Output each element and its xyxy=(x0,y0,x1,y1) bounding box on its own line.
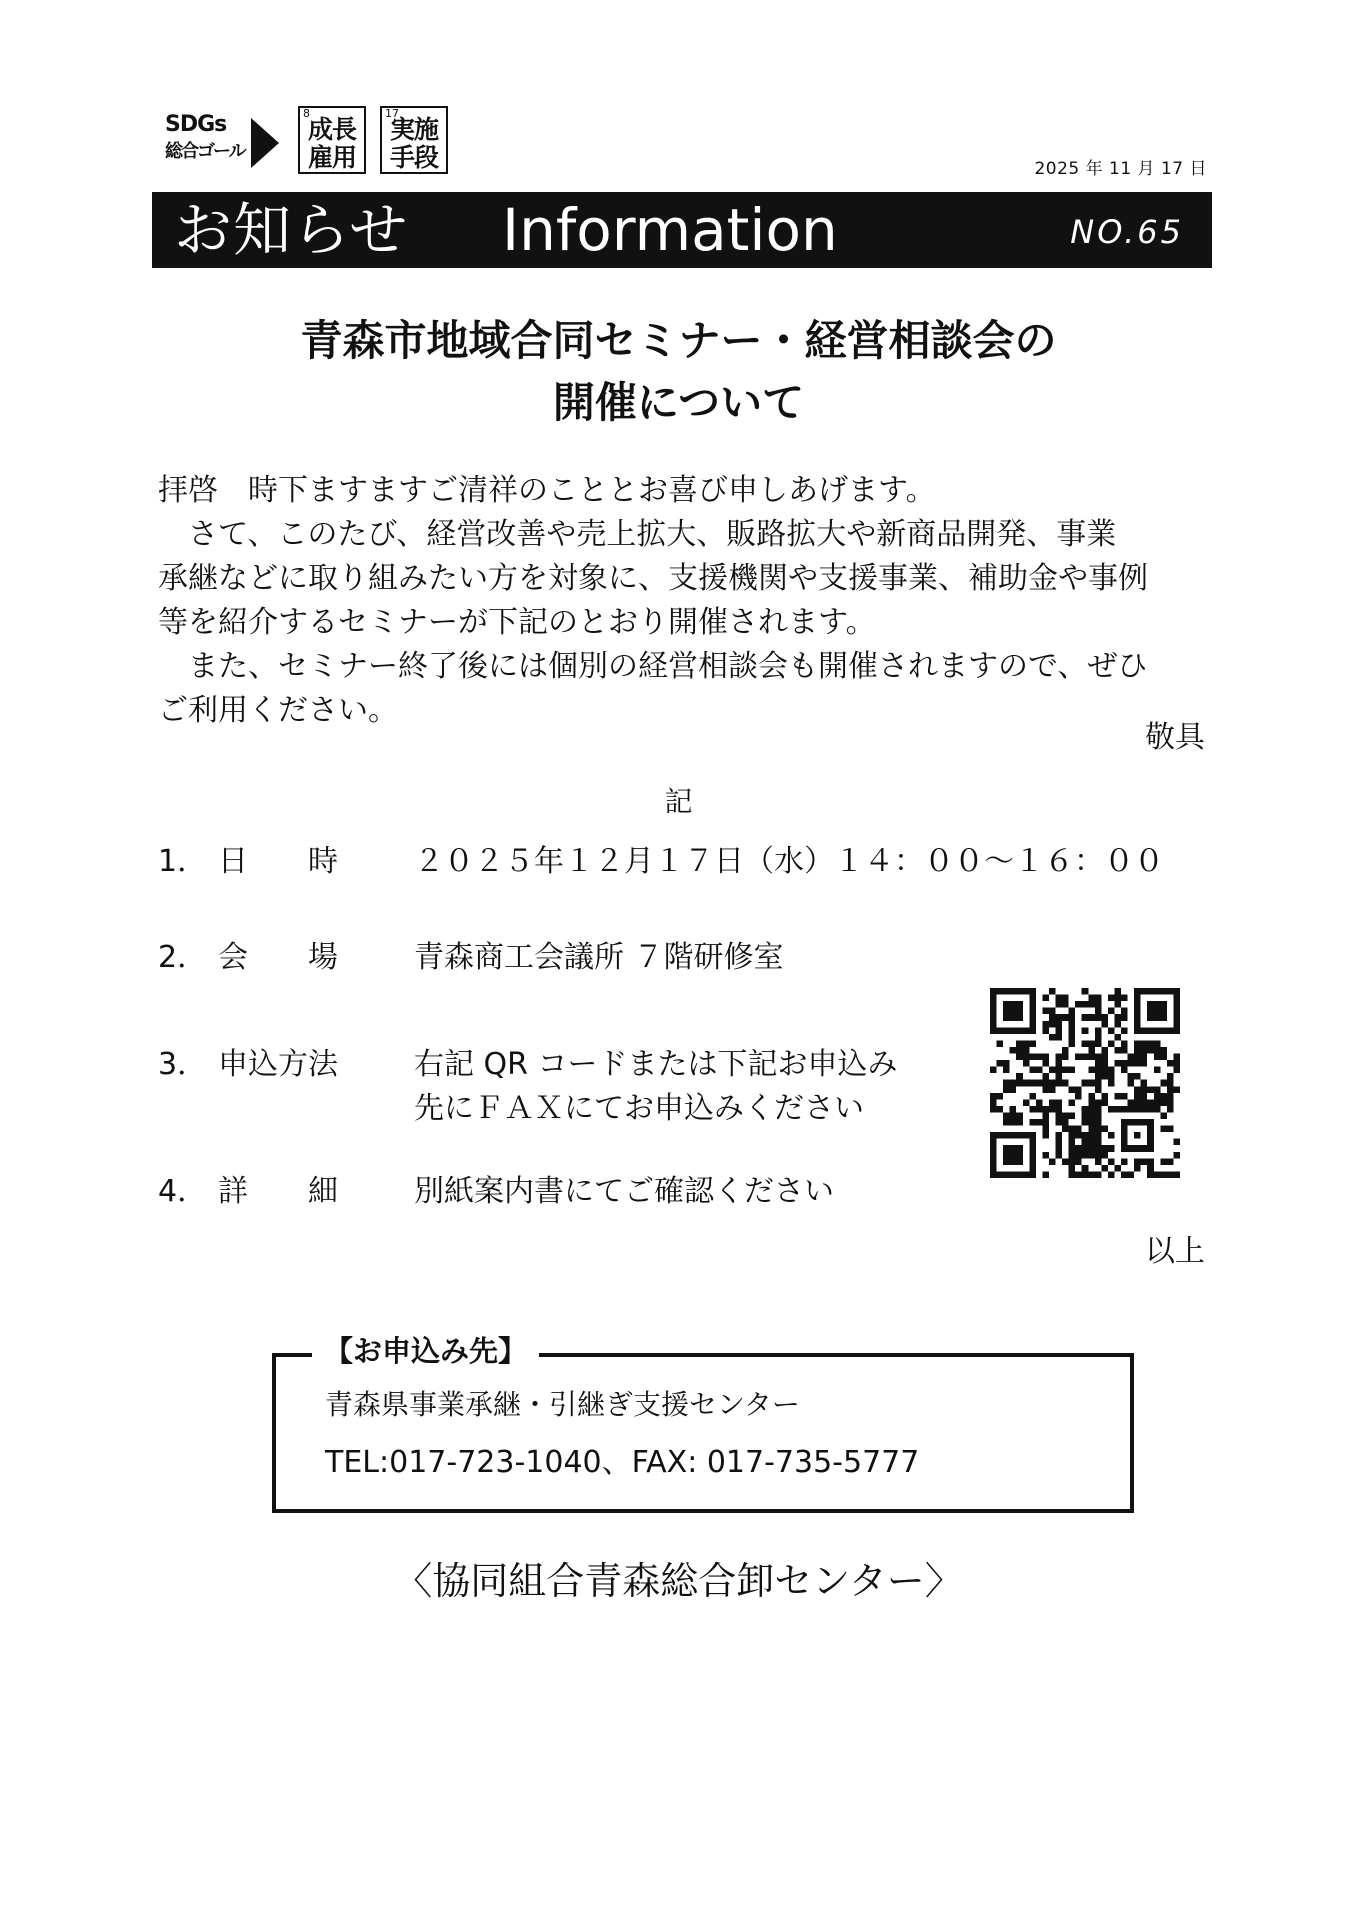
sdgs-logo xyxy=(165,112,285,172)
headline-line-1: 青森市地域合同セミナー・経営相談会の xyxy=(300,316,1057,365)
ki-heading: 記 xyxy=(664,785,693,818)
item-label-application: 申込方法 xyxy=(218,1047,338,1082)
sdg-goal-17-badge xyxy=(380,106,448,174)
goal-number: 8 xyxy=(303,107,310,120)
item-value-details: 別紙案内書にてご確認ください xyxy=(414,1174,834,1209)
sdgs-label: SDGs xyxy=(165,112,227,137)
headline-line-2: 開催について xyxy=(552,378,805,427)
item-label-details: 詳 細 xyxy=(218,1174,338,1209)
sdgs-sublabel: 総合ゴール xyxy=(165,141,245,162)
body-line: 拝啓 時下ますますご清祥のこととお喜び申しあげます。 xyxy=(158,473,936,508)
item-label-datetime: 日 時 xyxy=(218,844,338,879)
body-line: ご利用ください。 xyxy=(158,693,398,728)
item-value-application-1: 右記 QR コードまたは下記お申込み xyxy=(414,1047,898,1082)
goal-text-line2: 手段 xyxy=(390,143,439,172)
end-mark: 以上 xyxy=(1145,1234,1205,1269)
item-label-venue: 会 場 xyxy=(218,940,338,975)
body-line: 承継などに取り組みたい方を対象に、支援機関や支援事業、補助金や事例 xyxy=(158,561,1148,596)
contact-label: 【お申込み先】 xyxy=(312,1331,539,1371)
item-value-datetime: ２０２５年１２月１７日（水）１４：００～１６：００ xyxy=(414,844,1164,879)
contact-organization: 青森県事業承継・引継ぎ支援センター xyxy=(325,1388,800,1421)
banner-title: お知らせ xyxy=(174,196,409,264)
goal-text-line1: 実施 xyxy=(390,115,439,144)
contact-tel-fax: TEL:017-723-1040、FAX: 017-735-5777 xyxy=(325,1445,920,1480)
issue-date: 2025 年 11 月 17 日 xyxy=(1034,159,1207,179)
issuer-organization: 〈協同組合青森総合卸センター〉 xyxy=(394,1559,963,1603)
item-number: 4． xyxy=(158,1174,208,1209)
goal-text-line1: 成長 xyxy=(308,115,357,144)
goal-number: 17 xyxy=(385,107,399,120)
closing-remark: 敬具 xyxy=(1145,720,1205,755)
body-line: 等を紹介するセミナーが下記のとおり開催されます。 xyxy=(158,605,876,640)
item-number: 2． xyxy=(158,940,208,975)
item-number: 3． xyxy=(158,1047,208,1082)
banner-subtitle: Information xyxy=(502,196,838,264)
play-arrow-icon xyxy=(251,118,279,168)
goal-text-line2: 雇用 xyxy=(308,143,357,172)
contact-box xyxy=(272,1353,1134,1513)
item-value-application-2: 先にＦＡＸにてお申込みください xyxy=(414,1091,864,1126)
notice-number: NO.65 xyxy=(1070,213,1184,251)
item-number: 1． xyxy=(158,844,208,879)
qr-code-icon[interactable] xyxy=(990,988,1180,1178)
body-line: さて、このたび、経営改善や売上拡大、販路拡大や新商品開発、事業 xyxy=(158,517,1117,552)
item-value-venue: 青森商工会議所 ７階研修室 xyxy=(414,940,784,975)
body-line: また、セミナー終了後には個別の経営相談会も開催されますので、ぜひ xyxy=(158,649,1148,684)
notice-banner xyxy=(152,192,1212,268)
sdg-goal-8-badge xyxy=(298,106,366,174)
